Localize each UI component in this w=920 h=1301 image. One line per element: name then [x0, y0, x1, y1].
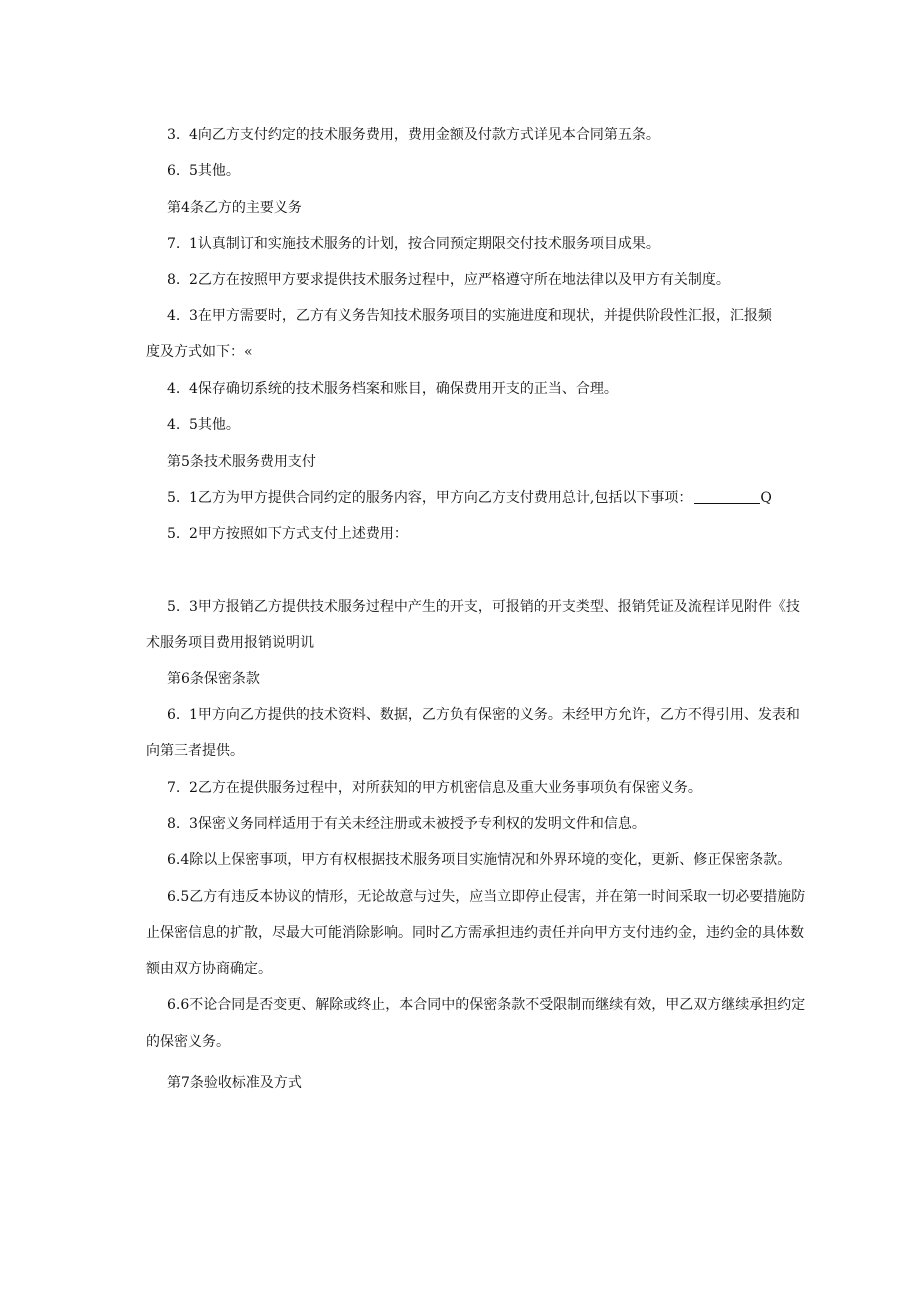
item-number: 6.: [167, 707, 181, 723]
item-number: 6.: [167, 163, 181, 179]
section-heading-7: 第7条验收标准及方式: [167, 1075, 302, 1091]
item-text: 4向乙方支付约定的技术服务费用，费用金额及付款方式详见本合同第五条。: [189, 127, 660, 143]
item-text: 2甲方按照如下方式支付上述费用：: [189, 526, 408, 542]
paragraph-3-5: [167, 154, 807, 188]
item-number: 7.: [167, 780, 181, 796]
paragraph-6-5: 6.5乙方有违反本协议的情形，无论故意与过失，应当立即停止侵害，并在第一时间采取一切必要措施防: [167, 889, 806, 905]
item-text: 4保存确切系统的技术服务档案和账目，确保费用开支的正当、合理。: [189, 381, 618, 397]
paragraph-4-3-continued: 度及方式如下：«: [146, 344, 253, 360]
item-number: 5.: [167, 526, 181, 542]
item-number: 3.: [167, 127, 181, 143]
paragraph-5-2: [167, 517, 807, 551]
paragraph-3-4: [167, 118, 807, 152]
item-number: 7.: [167, 236, 181, 252]
paragraph-6-1-continued: 向第三者提供。: [146, 743, 244, 759]
paragraph-4-4: [167, 372, 807, 406]
item-text: 3甲方报销乙方提供技术服务过程中产生的开支，可报销的开支类型、报销凭证及流程详见附件《技: [189, 599, 800, 615]
paragraph-5-1: [167, 481, 807, 515]
paragraph-6-2: [167, 771, 807, 805]
paragraph-6-3: [167, 807, 807, 841]
item-text: 1认真制订和实施技术服务的计划，按合同预定期限交付技术服务项目成果。: [189, 236, 660, 252]
paragraph-6-6-line-2: 的保密义务。: [146, 1034, 230, 1050]
blank-tail: Q: [760, 490, 772, 506]
paragraph-5-3-continued: 术服务项目费用报销说明讥: [146, 635, 314, 651]
item-text: 1甲方向乙方提供的技术资料、数据，乙方负有保密的义务。未经甲方允许，乙方不得引用、发表和: [189, 707, 800, 723]
item-text: 2乙方在按照甲方要求提供技术服务过程中，应严格遵守所在地法律以及甲方有关制度。: [189, 272, 730, 288]
item-text: 3在甲方需要时，乙方有义务告知技术服务项目的实施进度和现状，并提供阶段性汇报，汇报频: [189, 308, 772, 324]
item-number: 5.: [167, 490, 181, 506]
paragraph-4-1: [167, 227, 807, 261]
item-number: 8.: [167, 816, 181, 832]
paragraph-6-4: 6.4除以上保密事项，甲方有权根据技术服务项目实施情况和外界环境的变化，更新、修正保密条款。: [167, 852, 792, 868]
item-text: 3保密义务同样适用于有关未经注册或未被授予专利权的发明文件和信息。: [189, 816, 646, 832]
paragraph-5-3: [167, 590, 807, 624]
item-text: 1乙方为甲方提供合同约定的服务内容，甲方向乙方支付费用总计,包括以下事项：: [189, 490, 693, 506]
item-text: 2乙方在提供服务过程中，对所获知的甲方机密信息及重大业务事项负有保密义务。: [189, 780, 702, 796]
item-text: 5其他。: [189, 163, 240, 179]
section-heading-6: 第6条保密条款: [167, 671, 260, 687]
paragraph-4-3: [167, 299, 807, 333]
paragraph-4-5: [167, 408, 807, 442]
paragraph-4-2: [167, 263, 807, 297]
item-number: 5.: [167, 599, 181, 615]
item-number: 4.: [167, 308, 181, 324]
item-number: 8.: [167, 272, 181, 288]
section-heading-5: 第5条技术服务费用支付: [167, 454, 316, 470]
item-number: 4.: [167, 417, 181, 433]
item-text: 5其他。: [189, 417, 240, 433]
item-number: 4.: [167, 381, 181, 397]
fill-in-blank: [694, 489, 760, 504]
paragraph-6-5-line-2: 止保密信息的扩散，尽最大可能消除影响。同时乙方需承担违约责任并向甲方支付违约金，违约金的具体数: [146, 925, 804, 941]
paragraph-6-1: [167, 698, 807, 732]
paragraph-6-6: 6.6不论合同是否变更、解除或终止，本合同中的保密条款不受限制而继续有效，甲乙双方继续承担约定: [167, 997, 806, 1013]
paragraph-6-5-line-3: 额由双方协商确定。: [146, 961, 272, 977]
section-heading-4: 第4条乙方的主要义务: [167, 200, 302, 216]
